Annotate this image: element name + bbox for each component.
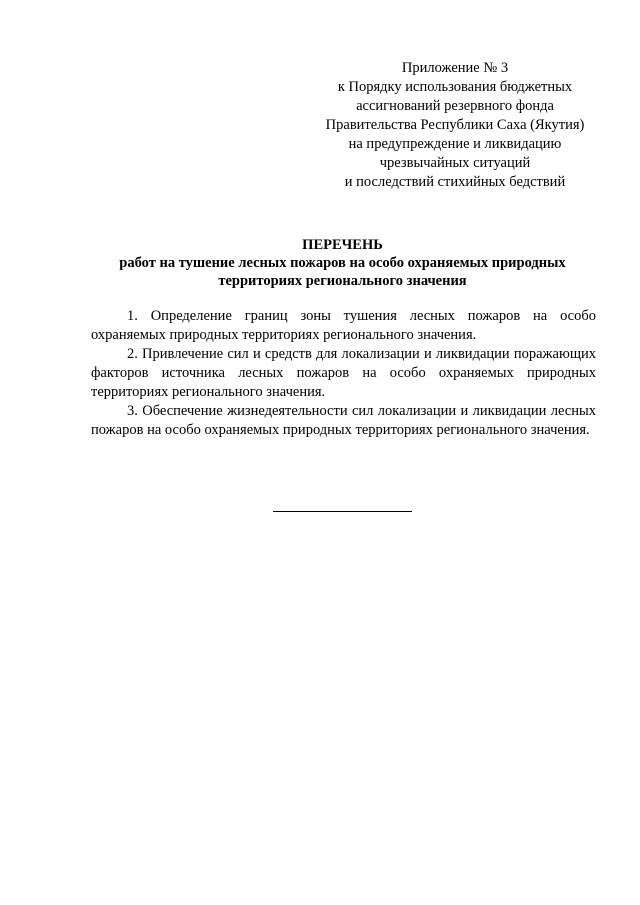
appendix-line: ассигнований резервного фонда	[356, 98, 554, 114]
document-subtitle-line: территориях регионального значения	[218, 273, 467, 289]
document-heading	[90, 236, 595, 290]
appendix-line: и последствий стихийных бедствий	[344, 174, 566, 190]
appendix-header	[300, 59, 610, 192]
appendix-number: Приложение № 3	[401, 60, 509, 76]
document-title: ПЕРЕЧЕНЬ	[302, 237, 383, 253]
appendix-line: чрезвычайных ситуаций	[379, 155, 531, 171]
appendix-line: на предупреждение и ликвидацию	[348, 136, 562, 152]
appendix-line: Правительства Республики Саха (Якутия)	[325, 117, 585, 133]
list-item: 2. Привлечение сил и средств для локализации и ликвидации поражающих факторов источника лесных пожаров на особо охраняемых природных территориях регионального значения.	[91, 346, 596, 400]
end-divider	[273, 511, 412, 512]
work-list	[91, 307, 596, 440]
document-subtitle-line: работ на тушение лесных пожаров на особо охраняемых природных	[119, 255, 566, 271]
list-item: 3. Обеспечение жизнедеятельности сил локализации и ликвидации лесных пожаров на особо охраняемых природных территориях регионального значения.	[91, 403, 596, 438]
appendix-line: к Порядку использования бюджетных	[337, 79, 573, 95]
list-item: 1. Определение границ зоны тушения лесных пожаров на особо охраняемых природных территориях регионального значения.	[91, 308, 596, 343]
